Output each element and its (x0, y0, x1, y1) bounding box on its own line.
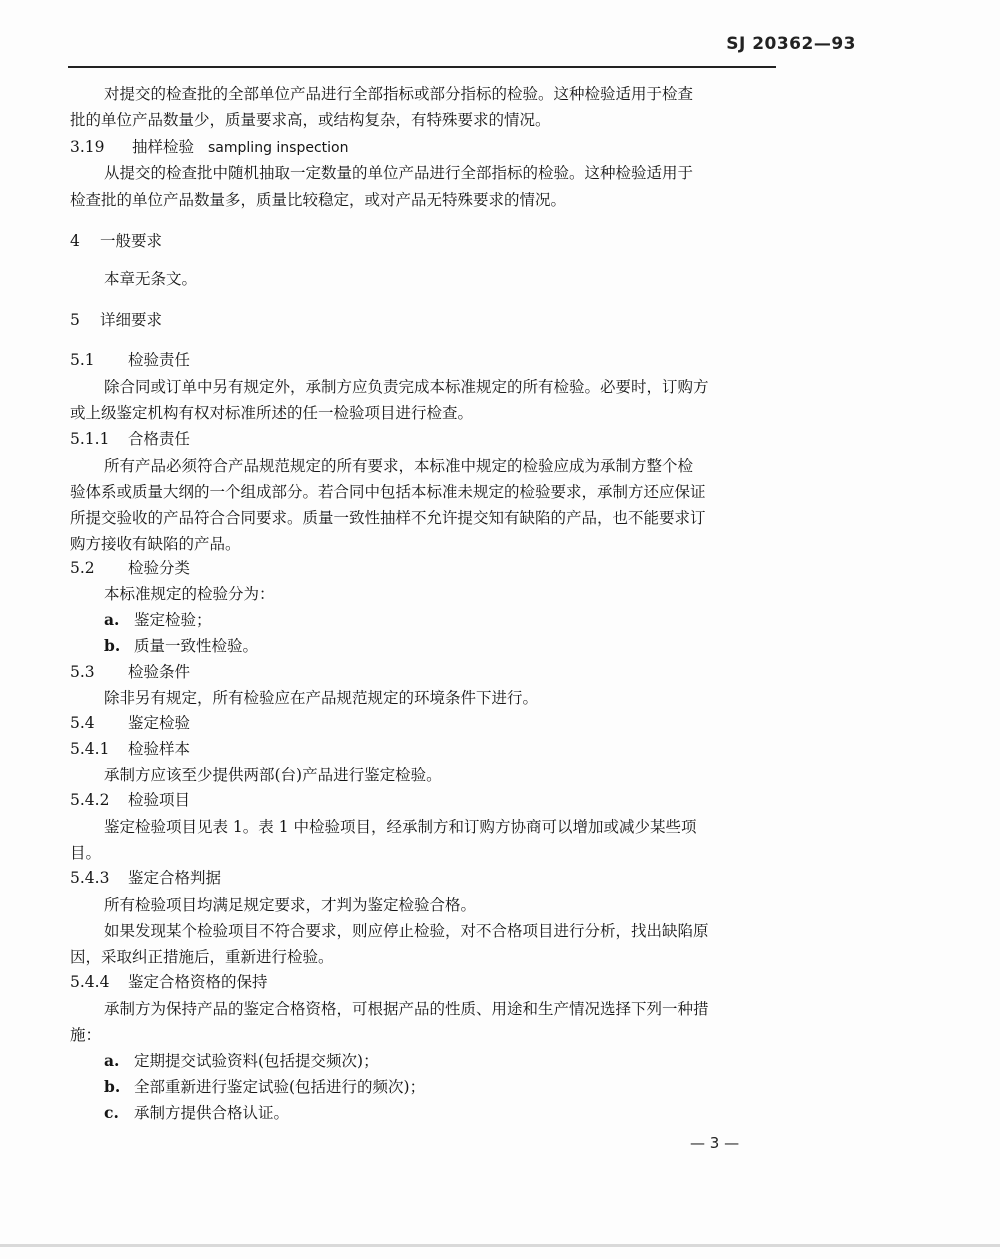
paragraph-line: 本章无条文。 (104, 270, 198, 288)
page-number: — 3 — (690, 1134, 740, 1152)
list-item-text: 承制方提供合格认证。 (134, 1104, 290, 1122)
list-item-label: a. (104, 1051, 120, 1070)
paragraph-line: 承制方应该至少提供两部(台)产品进行鉴定检验。 (104, 766, 442, 784)
standard-code: SJ 20362—93 (726, 34, 856, 54)
paragraph-line: 因，采取纠正措施后，重新进行检验。 (70, 948, 334, 966)
clause-heading (70, 972, 268, 992)
paragraph-line: 所有产品必须符合产品规范规定的所有要求，本标准中规定的检验应成为承制方整个检 (104, 457, 694, 475)
list-item-text: 定期提交试验资料(包括提交频次)； (134, 1052, 379, 1070)
clause-number: 5.4.4 (70, 973, 110, 991)
clause-title: 抽样检验 (132, 138, 195, 156)
clause-title: 检验条件 (128, 663, 191, 681)
clause-title: 鉴定合格资格的保持 (128, 973, 268, 991)
paragraph-line: 检查批的单位产品数量多，质量比较稳定，或对产品无特殊要求的情况。 (70, 191, 567, 209)
clause-number: 5.2 (70, 559, 95, 577)
list-item-text: 质量一致性检验。 (134, 637, 259, 655)
clause-number: 5.4 (70, 714, 95, 732)
clause-title: 合格责任 (128, 430, 191, 448)
list-item-text: 全部重新进行鉴定试验(包括进行的频次)； (134, 1078, 426, 1096)
clause-number: 5.3 (70, 663, 95, 681)
clause-number: 5.4.3 (70, 869, 110, 887)
clause-heading (70, 868, 221, 888)
list-item-label: b. (104, 1077, 121, 1096)
section-title: 一般要求 (100, 232, 163, 250)
clause-number: 3.19 (70, 138, 105, 156)
paragraph-line: 所有检验项目均满足规定要求，才判为鉴定检验合格。 (104, 896, 477, 914)
clause-heading (70, 137, 348, 158)
section-number: 5 (70, 311, 80, 329)
clause-number: 5.1 (70, 351, 95, 369)
section-number: 4 (70, 232, 80, 250)
list-item-label: a. (104, 610, 120, 629)
clause-title: 鉴定检验 (128, 714, 191, 732)
clause-title: 检验分类 (128, 559, 191, 577)
clause-number: 5.4.1 (70, 740, 110, 758)
paragraph-line: 从提交的检查批中随机抽取一定数量的单位产品进行全部指标的检验。这种检验适用于 (104, 164, 694, 182)
clause-english-term: sampling inspection (208, 140, 349, 156)
paragraph-line: 本标准规定的检验分为： (104, 585, 275, 603)
section-title: 详细要求 (100, 311, 163, 329)
clause-heading (70, 662, 190, 682)
paragraph-line: 目。 (70, 844, 102, 862)
clause-heading (70, 558, 190, 578)
paragraph-line: 批的单位产品数量少，质量要求高，或结构复杂，有特殊要求的情况。 (70, 111, 551, 129)
paragraph-line: 所提交验收的产品符合合同要求。质量一致性抽样不允许提交知有缺陷的产品，也不能要求订 (70, 509, 706, 527)
clause-number: 5.4.2 (70, 791, 110, 809)
clause-heading (70, 350, 190, 370)
clause-title: 鉴定合格判据 (128, 869, 222, 887)
paragraph-line: 施： (70, 1026, 102, 1044)
paragraph-line: 除合同或订单中另有规定外，承制方应负责完成本标准规定的所有检验。必要时，订购方 (104, 378, 709, 396)
list-item (104, 636, 258, 656)
clause-heading (70, 739, 190, 759)
paragraph-line: 除非另有规定，所有检验应在产品规范规定的环境条件下进行。 (104, 689, 539, 707)
paragraph-line: 承制方为保持产品的鉴定合格资格，可根据产品的性质、用途和生产情况选择下列一种措 (104, 1000, 709, 1018)
clause-heading (70, 429, 190, 449)
list-item (104, 610, 212, 630)
list-item (104, 1103, 289, 1123)
clause-number: 5.1.1 (70, 430, 110, 448)
clause-heading (70, 713, 190, 733)
list-item (104, 1077, 425, 1097)
page-bottom-edge (0, 1244, 1000, 1247)
paragraph-line: 鉴定检验项目见表 1。表 1 中检验项目，经承制方和订购方协商可以增加或减少某些项 (104, 818, 697, 836)
clause-title: 检验样本 (128, 740, 191, 758)
list-item (104, 1051, 379, 1071)
clause-heading (70, 790, 190, 810)
paragraph-line: 或上级鉴定机构有权对标准所述的任一检验项目进行检查。 (70, 404, 474, 422)
paragraph-line: 购方接收有缺陷的产品。 (70, 535, 241, 553)
paragraph-line: 对提交的检查批的全部单位产品进行全部指标或部分指标的检验。这种检验适用于检查 (104, 85, 694, 103)
list-item-text: 鉴定检验； (134, 611, 212, 629)
list-item-label: b. (104, 636, 121, 655)
clause-title: 检验责任 (128, 351, 191, 369)
clause-title: 检验项目 (128, 791, 191, 809)
header-rule (68, 66, 776, 68)
list-item-label: c. (104, 1103, 119, 1122)
section-heading (70, 310, 162, 330)
section-heading (70, 231, 162, 251)
paragraph-line: 验体系或质量大纲的一个组成部分。若合同中包括本标准未规定的检验要求，承制方还应保证 (70, 483, 706, 501)
paragraph-line: 如果发现某个检验项目不符合要求，则应停止检验，对不合格项目进行分析，找出缺陷原 (104, 922, 709, 940)
